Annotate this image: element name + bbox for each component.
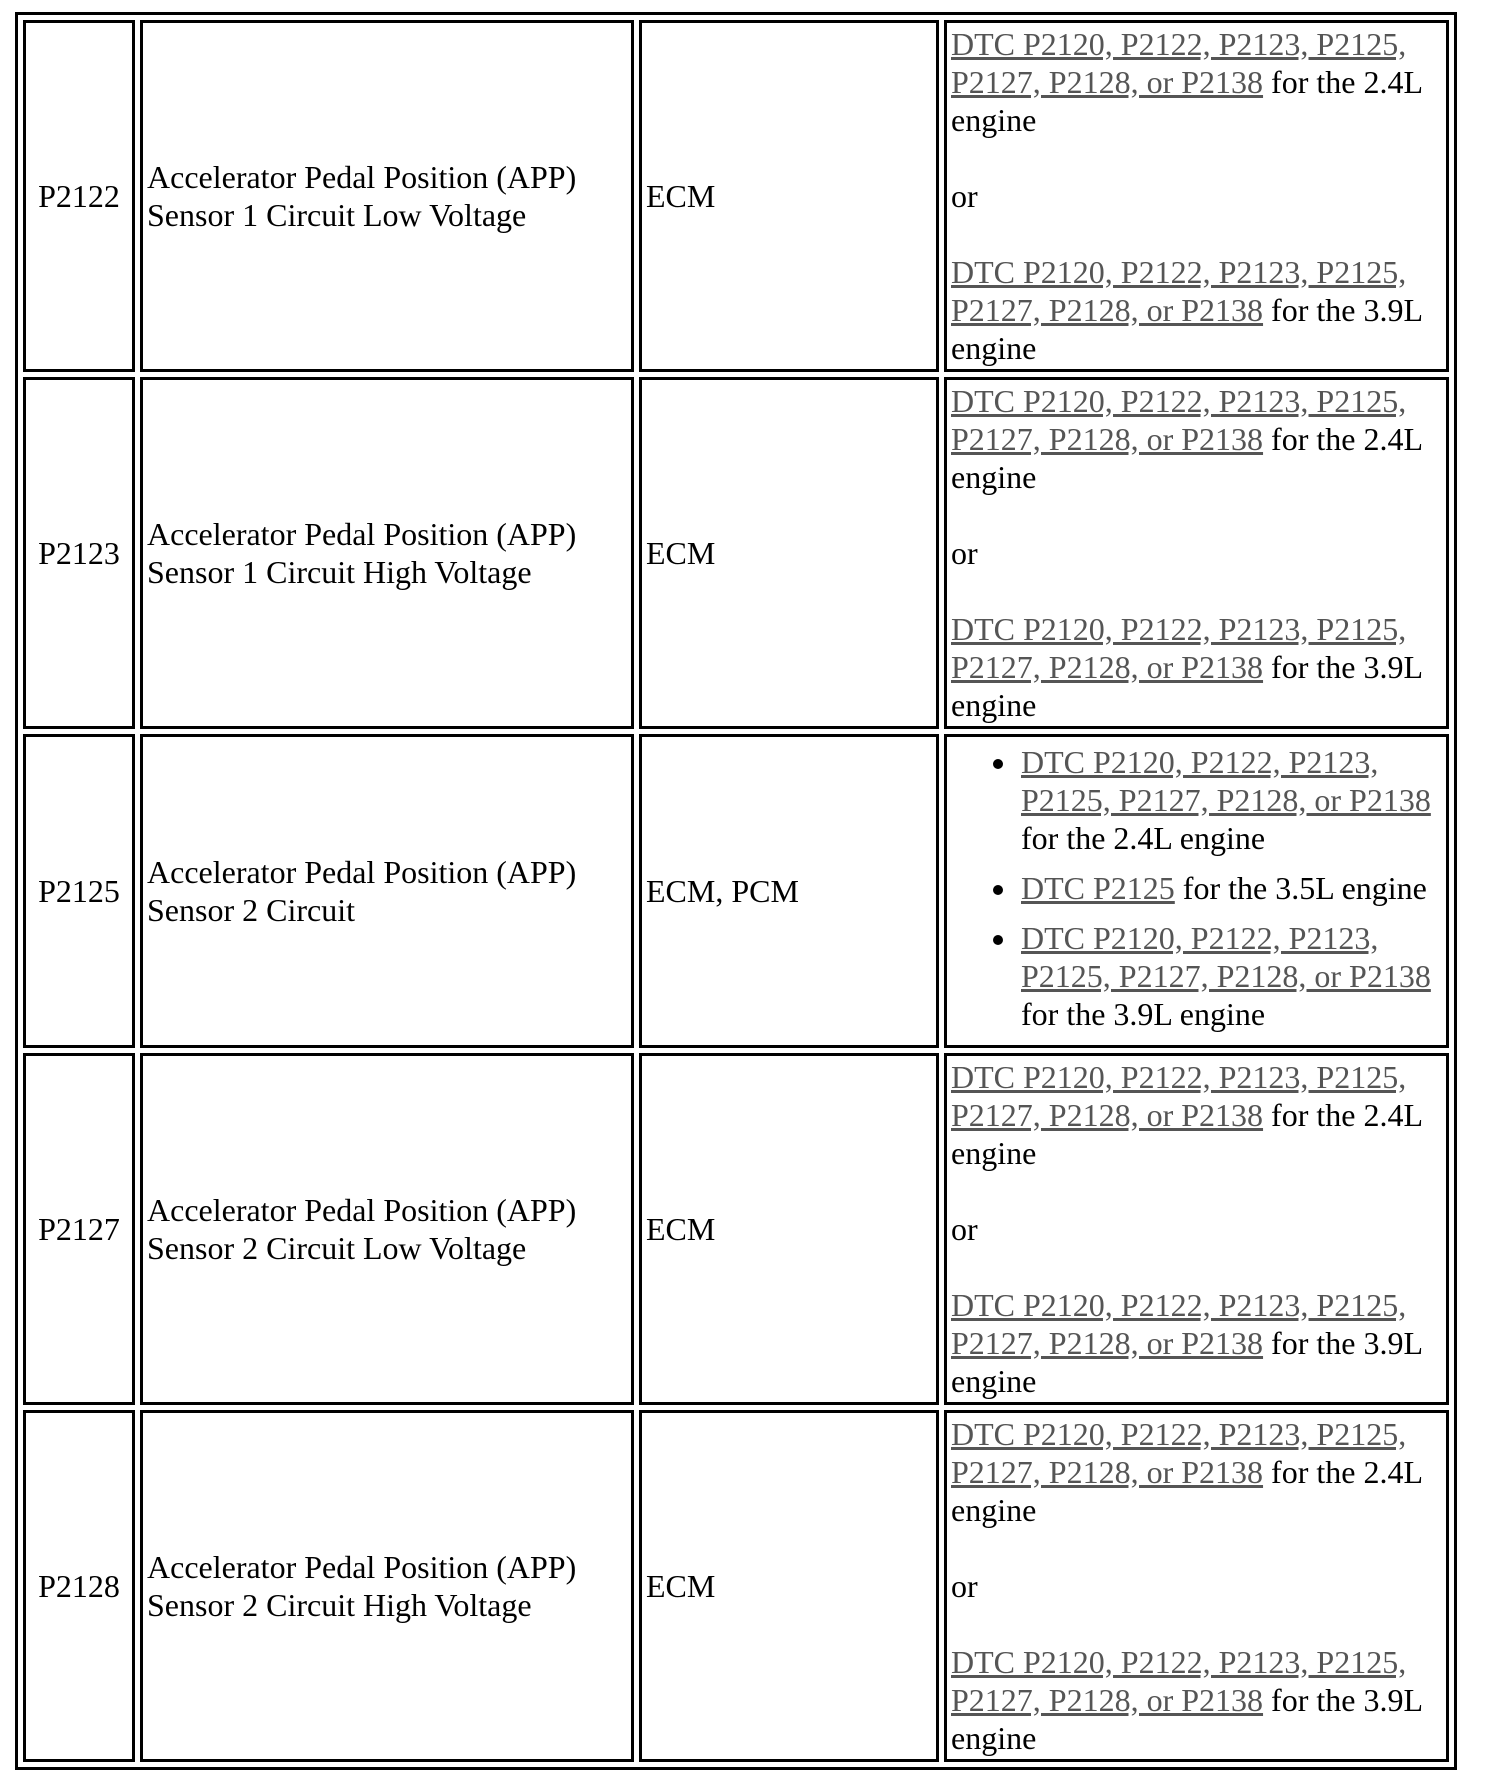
dtc-reference-link[interactable]: DTC P2120, P2122, P2123, P2125, P2127, P2128, or P2138 (951, 611, 1407, 685)
module-cell: ECM (639, 377, 939, 729)
reference-cell (944, 20, 1449, 372)
list-item (1019, 919, 1442, 1033)
module-cell: ECM (639, 1053, 939, 1405)
dtc-description-cell: Accelerator Pedal Position (APP) Sensor 2 Circuit Low Voltage (140, 1053, 634, 1405)
dtc-reference-link[interactable]: DTC P2120, P2122, P2123, P2125, P2127, P2128, or P2138 (951, 26, 1407, 100)
reference-line (951, 610, 1442, 724)
module-cell: ECM, PCM (639, 734, 939, 1048)
dtc-code-cell: P2122 (23, 20, 135, 372)
reference-list (951, 743, 1442, 1033)
dtc-description-cell: Accelerator Pedal Position (APP) Sensor 1 Circuit Low Voltage (140, 20, 634, 372)
reference-line (951, 1643, 1442, 1757)
reference-cell (944, 377, 1449, 729)
dtc-reference-link[interactable]: DTC P2120, P2122, P2123, P2125, P2127, P2128, or P2138 (951, 254, 1407, 328)
reference-or: or (951, 1211, 978, 1247)
dtc-reference-link[interactable]: DTC P2125 (1021, 870, 1175, 906)
dtc-reference-link[interactable]: DTC P2120, P2122, P2123, P2125, P2127, P2128, or P2138 (951, 1287, 1407, 1361)
reference-text: for the 2.4L engine (1021, 820, 1266, 856)
dtc-code-cell: P2128 (23, 1410, 135, 1762)
reference-text: for the 2.4L engine (951, 1097, 1422, 1171)
reference-line (951, 1286, 1442, 1400)
table-row (23, 734, 1449, 1048)
table-row (23, 20, 1449, 372)
dtc-reference-link[interactable]: DTC P2120, P2122, P2123, P2125, P2127, P2128, or P2138 (1021, 920, 1431, 994)
table-row (23, 1053, 1449, 1405)
dtc-description-cell: Accelerator Pedal Position (APP) Sensor 1 Circuit High Voltage (140, 377, 634, 729)
dtc-code-cell: P2125 (23, 734, 135, 1048)
reference-cell (944, 734, 1449, 1048)
dtc-reference-link[interactable]: DTC P2120, P2122, P2123, P2125, P2127, P2128, or P2138 (951, 1644, 1407, 1718)
reference-line (951, 253, 1442, 367)
reference-line (951, 25, 1442, 139)
dtc-code-cell: P2127 (23, 1053, 135, 1405)
reference-cell (944, 1053, 1449, 1405)
reference-text: for the 3.5L engine (1174, 870, 1427, 906)
dtc-reference-link[interactable]: DTC P2120, P2122, P2123, P2125, P2127, P2128, or P2138 (951, 383, 1407, 457)
table-row (23, 1410, 1449, 1762)
reference-or: or (951, 535, 978, 571)
dtc-description-cell: Accelerator Pedal Position (APP) Sensor 2 Circuit High Voltage (140, 1410, 634, 1762)
dtc-code-cell: P2123 (23, 377, 135, 729)
reference-text: for the 3.9L engine (951, 292, 1422, 366)
dtc-reference-link[interactable]: DTC P2120, P2122, P2123, P2125, P2127, P2128, or P2138 (951, 1059, 1407, 1133)
reference-line (951, 382, 1442, 496)
reference-text: for the 3.9L engine (951, 649, 1422, 723)
dtc-reference-link[interactable]: DTC P2120, P2122, P2123, P2125, P2127, P2128, or P2138 (951, 1416, 1407, 1490)
reference-text: for the 2.4L engine (951, 64, 1422, 138)
module-cell: ECM (639, 20, 939, 372)
reference-cell (944, 1410, 1449, 1762)
list-item (1019, 743, 1442, 857)
reference-text: for the 3.9L engine (1021, 996, 1266, 1032)
reference-text: for the 3.9L engine (951, 1325, 1422, 1399)
reference-line (951, 1415, 1442, 1529)
reference-text: for the 2.4L engine (951, 421, 1422, 495)
dtc-table (15, 12, 1457, 1770)
list-item (1019, 869, 1442, 907)
reference-line (951, 1058, 1442, 1172)
module-cell: ECM (639, 1410, 939, 1762)
dtc-reference-link[interactable]: DTC P2120, P2122, P2123, P2125, P2127, P2128, or P2138 (1021, 744, 1431, 818)
reference-text: for the 3.9L engine (951, 1682, 1422, 1756)
table-row (23, 377, 1449, 729)
reference-or: or (951, 178, 978, 214)
reference-or: or (951, 1568, 978, 1604)
reference-text: for the 2.4L engine (951, 1454, 1422, 1528)
dtc-description-cell: Accelerator Pedal Position (APP) Sensor 2 Circuit (140, 734, 634, 1048)
